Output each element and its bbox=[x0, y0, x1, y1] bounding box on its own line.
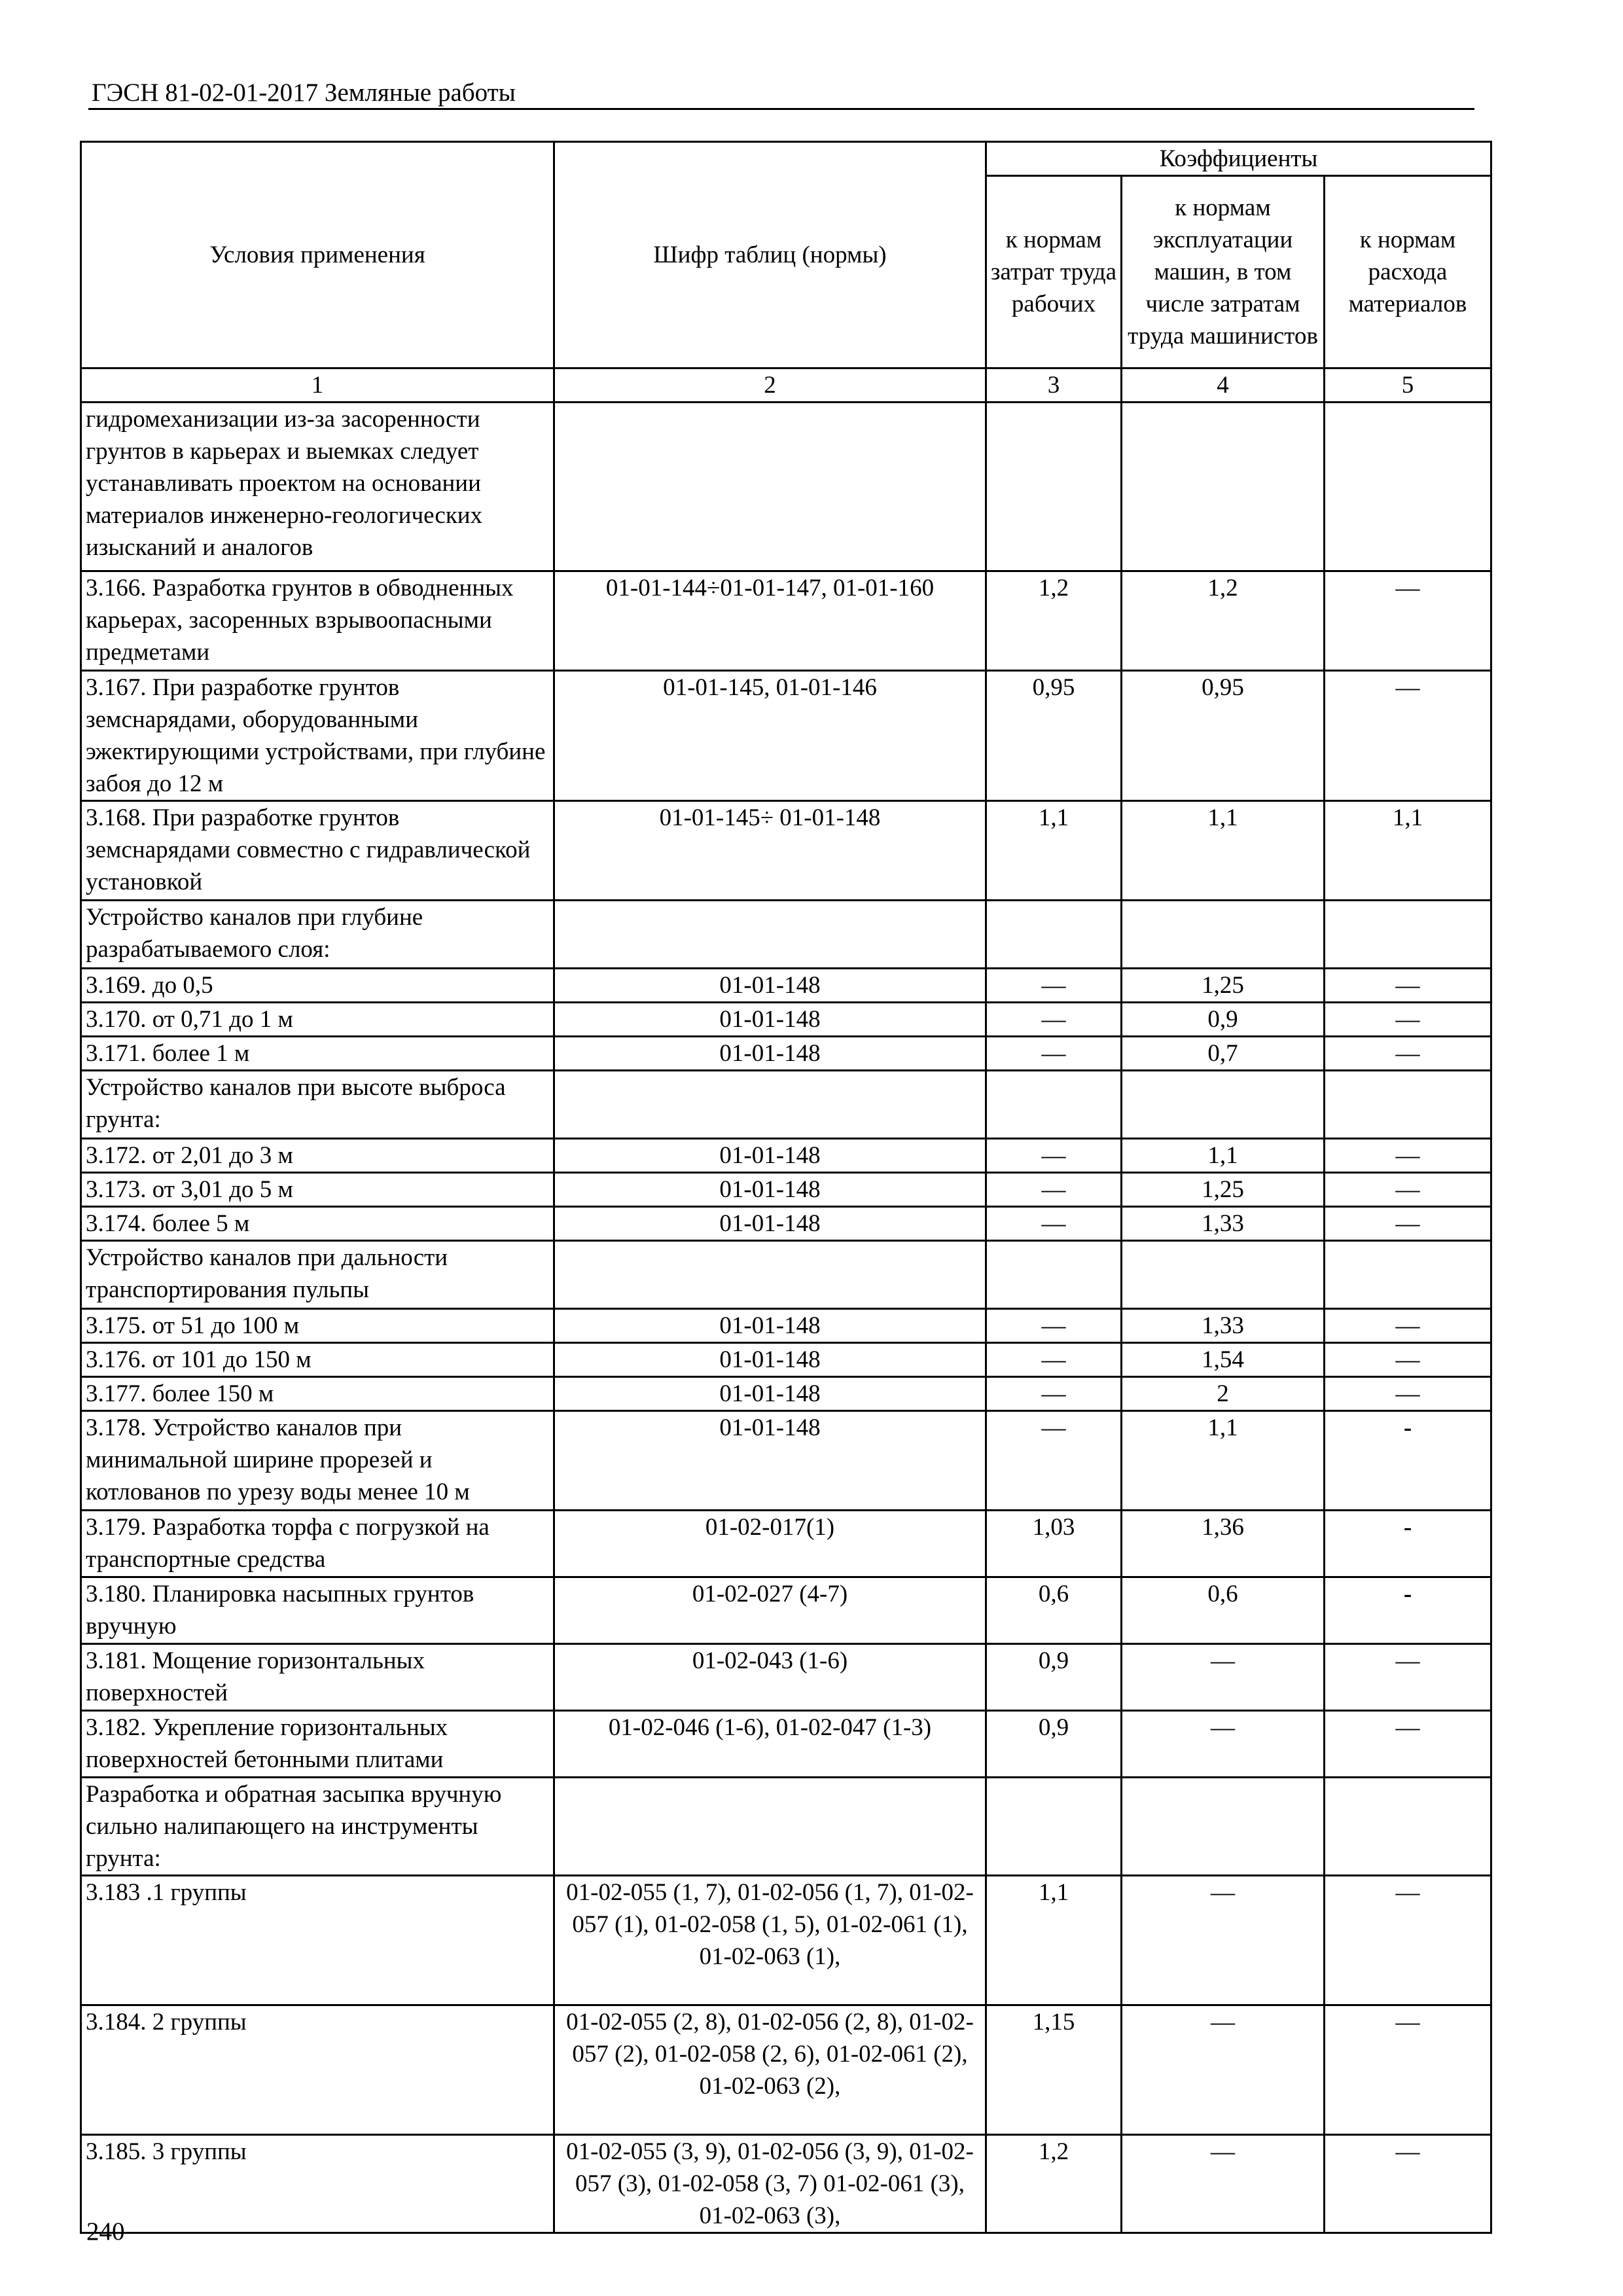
code-cell: 01-02-055 (2, 8), 01-02-056 (2, 8), 01-02-057 (2), 01-02-058 (2, 6), 01-02-061 (2), 01-02-063 (2), bbox=[554, 2005, 986, 2135]
table-body bbox=[81, 403, 1491, 2233]
table-row bbox=[81, 1309, 1491, 1343]
code-cell: 01-02-055 (1, 7), 01-02-056 (1, 7), 01-02-057 (1), 01-02-058 (1, 5), 01-02-061 (1), 01-02-063 (1), bbox=[554, 1876, 986, 2005]
k-machines-cell: 1,2 bbox=[1122, 571, 1325, 671]
table-row bbox=[81, 2135, 1491, 2233]
k-labor-cell bbox=[986, 403, 1122, 571]
code-cell: 01-01-148 bbox=[554, 1173, 986, 1207]
condition-cell: 3.178. Устройство каналов при минимальной ширине прорезей и котлованов по урезу воды менее 10 м bbox=[81, 1411, 554, 1511]
condition-cell: 3.169. до 0,5 bbox=[81, 969, 554, 1003]
k-machines-cell: — bbox=[1122, 1644, 1325, 1711]
condition-cell: 3.166. Разработка грунтов в обводненных карьерах, засоренных взрывоопасными предметами bbox=[81, 571, 554, 671]
k-labor-cell: 0,95 bbox=[986, 671, 1122, 801]
k-materials-cell bbox=[1325, 1241, 1491, 1309]
k-machines-cell: 1,1 bbox=[1122, 1139, 1325, 1173]
code-cell: 01-01-145÷ 01-01-148 bbox=[554, 801, 986, 901]
table-row bbox=[81, 1173, 1491, 1207]
column-number: 3 bbox=[986, 368, 1122, 403]
code-cell: 01-02-055 (3, 9), 01-02-056 (3, 9), 01-02-057 (3), 01-02-058 (3, 7) 01-02-061 (3), 01-02-063 (3), bbox=[554, 2135, 986, 2233]
k-machines-cell bbox=[1122, 403, 1325, 571]
k-materials-cell: — bbox=[1325, 1711, 1491, 1778]
table-row bbox=[81, 1003, 1491, 1037]
code-cell: 01-02-027 (4-7) bbox=[554, 1577, 986, 1644]
condition-cell: 3.177. более 150 м bbox=[81, 1377, 554, 1411]
code-cell: 01-01-148 bbox=[554, 1411, 986, 1511]
k-machines-cell: 0,6 bbox=[1122, 1577, 1325, 1644]
code-cell: 01-02-017(1) bbox=[554, 1511, 986, 1577]
condition-cell: 3.179. Разработка торфа с погрузкой на транспортные средства bbox=[81, 1511, 554, 1577]
table-row bbox=[81, 969, 1491, 1003]
k-labor-cell: — bbox=[986, 1003, 1122, 1037]
condition-cell: гидромеханизации из-за засоренности грунтов в карьерах и выемках следует устанавливать проектом на основании материалов инженерно-геологических изысканий и аналогов bbox=[81, 403, 554, 571]
table-row bbox=[81, 1644, 1491, 1711]
condition-cell: 3.171. более 1 м bbox=[81, 1037, 554, 1071]
table-row bbox=[81, 571, 1491, 671]
column-number: 4 bbox=[1122, 368, 1325, 403]
condition-cell: 3.167. При разработке грунтов земснарядами, оборудованными эжектирующими устройствами, при глубине забоя до 12 м bbox=[81, 671, 554, 801]
k-machines-cell: 0,95 bbox=[1122, 671, 1325, 801]
k-materials-cell: — bbox=[1325, 1309, 1491, 1343]
table-row bbox=[81, 801, 1491, 901]
k-materials-cell: 1,1 bbox=[1325, 801, 1491, 901]
k-labor-cell: — bbox=[986, 1411, 1122, 1511]
k-labor-cell: 1,2 bbox=[986, 2135, 1122, 2233]
k-materials-cell bbox=[1325, 1071, 1491, 1139]
condition-cell: 3.170. от 0,71 до 1 м bbox=[81, 1003, 554, 1037]
k-machines-cell: 1,1 bbox=[1122, 801, 1325, 901]
k-materials-cell bbox=[1325, 1778, 1491, 1876]
k-labor-cell bbox=[986, 1241, 1122, 1309]
code-cell bbox=[554, 403, 986, 571]
k-materials-cell: — bbox=[1325, 1876, 1491, 2005]
table-row bbox=[81, 1071, 1491, 1139]
k-labor-cell: — bbox=[986, 969, 1122, 1003]
k-machines-cell bbox=[1122, 901, 1325, 969]
condition-cell: 3.173. от 3,01 до 5 м bbox=[81, 1173, 554, 1207]
column-number: 5 bbox=[1325, 368, 1491, 403]
page-header bbox=[88, 77, 1474, 110]
table-row bbox=[81, 1876, 1491, 2005]
table-row bbox=[81, 901, 1491, 969]
k-machines-cell: 1,25 bbox=[1122, 1173, 1325, 1207]
k-materials-cell: — bbox=[1325, 571, 1491, 671]
k-labor-cell: 0,9 bbox=[986, 1644, 1122, 1711]
code-cell: 01-01-145, 01-01-146 bbox=[554, 671, 986, 801]
k-materials-cell bbox=[1325, 403, 1491, 571]
condition-cell: Устройство каналов при высоте выброса грунта: bbox=[81, 1071, 554, 1139]
table-row bbox=[81, 1037, 1491, 1071]
k-materials-cell: — bbox=[1325, 1003, 1491, 1037]
k-labor-cell: — bbox=[986, 1173, 1122, 1207]
k-labor-cell: 1,2 bbox=[986, 571, 1122, 671]
code-cell bbox=[554, 1071, 986, 1139]
header-coefficients: Коэффициенты bbox=[986, 142, 1491, 176]
k-machines-cell: — bbox=[1122, 2135, 1325, 2233]
code-cell bbox=[554, 1241, 986, 1309]
code-cell: 01-02-046 (1-6), 01-02-047 (1-3) bbox=[554, 1711, 986, 1778]
k-materials-cell: — bbox=[1325, 1207, 1491, 1241]
table-row bbox=[81, 1711, 1491, 1778]
header-code: Шифр таблиц (нормы) bbox=[554, 142, 986, 368]
code-cell: 01-01-148 bbox=[554, 969, 986, 1003]
k-labor-cell: — bbox=[986, 1377, 1122, 1411]
table-row bbox=[81, 1411, 1491, 1511]
header-k-machines: к нормам эксплуатации машин, в том числе затратам труда машинистов bbox=[1122, 176, 1325, 368]
k-labor-cell: — bbox=[986, 1207, 1122, 1241]
k-machines-cell: 1,1 bbox=[1122, 1411, 1325, 1511]
k-labor-cell: 1,1 bbox=[986, 801, 1122, 901]
condition-cell: 3.175. от 51 до 100 м bbox=[81, 1309, 554, 1343]
table-row bbox=[81, 2005, 1491, 2135]
k-labor-cell bbox=[986, 901, 1122, 969]
condition-cell: Разработка и обратная засыпка вручную сильно налипающего на инструменты грунта: bbox=[81, 1778, 554, 1876]
k-machines-cell bbox=[1122, 1778, 1325, 1876]
condition-cell: 3.182. Укрепление горизонтальных поверхностей бетонными плитами bbox=[81, 1711, 554, 1778]
k-labor-cell: — bbox=[986, 1037, 1122, 1071]
k-machines-cell: 2 bbox=[1122, 1377, 1325, 1411]
k-materials-cell: — bbox=[1325, 1139, 1491, 1173]
k-machines-cell: 1,54 bbox=[1122, 1343, 1325, 1377]
condition-cell: Устройство каналов при глубине разрабатываемого слоя: bbox=[81, 901, 554, 969]
code-cell: 01-01-148 bbox=[554, 1037, 986, 1071]
k-machines-cell: 0,9 bbox=[1122, 1003, 1325, 1037]
code-cell: 01-01-148 bbox=[554, 1139, 986, 1173]
condition-cell: Устройство каналов при дальности транспортирования пульпы bbox=[81, 1241, 554, 1309]
k-machines-cell: 1,33 bbox=[1122, 1207, 1325, 1241]
condition-cell: 3.181. Мощение горизонтальных поверхностей bbox=[81, 1644, 554, 1711]
header-conditions: Условия применения bbox=[81, 142, 554, 368]
k-materials-cell: — bbox=[1325, 2135, 1491, 2233]
header-k-materials: к нормам расхода материалов bbox=[1325, 176, 1491, 368]
table-row bbox=[81, 1241, 1491, 1309]
k-labor-cell: — bbox=[986, 1309, 1122, 1343]
k-materials-cell: — bbox=[1325, 969, 1491, 1003]
coefficients-table bbox=[80, 141, 1492, 2234]
condition-cell: 3.183 .1 группы bbox=[81, 1876, 554, 2005]
code-cell bbox=[554, 901, 986, 969]
k-materials-cell: — bbox=[1325, 1173, 1491, 1207]
column-number: 2 bbox=[554, 368, 986, 403]
table-row bbox=[81, 403, 1491, 571]
k-machines-cell: 1,36 bbox=[1122, 1511, 1325, 1577]
table-row bbox=[81, 1577, 1491, 1644]
k-labor-cell: — bbox=[986, 1343, 1122, 1377]
condition-cell: 3.168. При разработке грунтов земснарядами совместно с гидравлической установкой bbox=[81, 801, 554, 901]
code-cell: 01-01-148 bbox=[554, 1377, 986, 1411]
table-row bbox=[81, 1511, 1491, 1577]
k-labor-cell: 0,9 bbox=[986, 1711, 1122, 1778]
condition-cell: 3.176. от 101 до 150 м bbox=[81, 1343, 554, 1377]
table-row bbox=[81, 1207, 1491, 1241]
k-machines-cell bbox=[1122, 1241, 1325, 1309]
k-materials-cell: - bbox=[1325, 1411, 1491, 1511]
condition-cell: 3.180. Планировка насыпных грунтов вручную bbox=[81, 1577, 554, 1644]
condition-cell: 3.172. от 2,01 до 3 м bbox=[81, 1139, 554, 1173]
k-materials-cell: — bbox=[1325, 1343, 1491, 1377]
column-numbers-row bbox=[81, 368, 1491, 403]
header-k-labor: к нормам затрат труда рабочих bbox=[986, 176, 1122, 368]
k-materials-cell: - bbox=[1325, 1511, 1491, 1577]
code-cell: 01-02-043 (1-6) bbox=[554, 1644, 986, 1711]
code-cell bbox=[554, 1778, 986, 1876]
k-materials-cell: — bbox=[1325, 1037, 1491, 1071]
k-machines-cell: 1,25 bbox=[1122, 969, 1325, 1003]
k-labor-cell: — bbox=[986, 1139, 1122, 1173]
k-machines-cell: — bbox=[1122, 1876, 1325, 2005]
table-row bbox=[81, 1377, 1491, 1411]
column-number: 1 bbox=[81, 368, 554, 403]
k-machines-cell: 0,7 bbox=[1122, 1037, 1325, 1071]
k-labor-cell: 1,15 bbox=[986, 2005, 1122, 2135]
k-materials-cell: — bbox=[1325, 1644, 1491, 1711]
k-machines-cell: — bbox=[1122, 1711, 1325, 1778]
document-title: ГЭСН 81-02-01-2017 Земляные работы bbox=[92, 79, 516, 107]
code-cell: 01-01-148 bbox=[554, 1003, 986, 1037]
condition-cell: 3.184. 2 группы bbox=[81, 2005, 554, 2135]
k-machines-cell: 1,33 bbox=[1122, 1309, 1325, 1343]
k-materials-cell: — bbox=[1325, 2005, 1491, 2135]
k-labor-cell: 1,03 bbox=[986, 1511, 1122, 1577]
k-machines-cell bbox=[1122, 1071, 1325, 1139]
code-cell: 01-01-144÷01-01-147, 01-01-160 bbox=[554, 571, 986, 671]
table-row bbox=[81, 1343, 1491, 1377]
table-row bbox=[81, 671, 1491, 801]
code-cell: 01-01-148 bbox=[554, 1343, 986, 1377]
k-materials-cell: - bbox=[1325, 1577, 1491, 1644]
code-cell: 01-01-148 bbox=[554, 1207, 986, 1241]
condition-cell: 3.174. более 5 м bbox=[81, 1207, 554, 1241]
page-number: 240 bbox=[86, 2217, 125, 2246]
k-materials-cell bbox=[1325, 901, 1491, 969]
table-row bbox=[81, 1139, 1491, 1173]
k-labor-cell: 0,6 bbox=[986, 1577, 1122, 1644]
table-row bbox=[81, 1778, 1491, 1876]
k-materials-cell: — bbox=[1325, 671, 1491, 801]
k-labor-cell bbox=[986, 1778, 1122, 1876]
k-labor-cell bbox=[986, 1071, 1122, 1139]
k-machines-cell: — bbox=[1122, 2005, 1325, 2135]
code-cell: 01-01-148 bbox=[554, 1309, 986, 1343]
k-labor-cell: 1,1 bbox=[986, 1876, 1122, 2005]
condition-cell: 3.185. 3 группы bbox=[81, 2135, 554, 2233]
k-materials-cell: — bbox=[1325, 1377, 1491, 1411]
